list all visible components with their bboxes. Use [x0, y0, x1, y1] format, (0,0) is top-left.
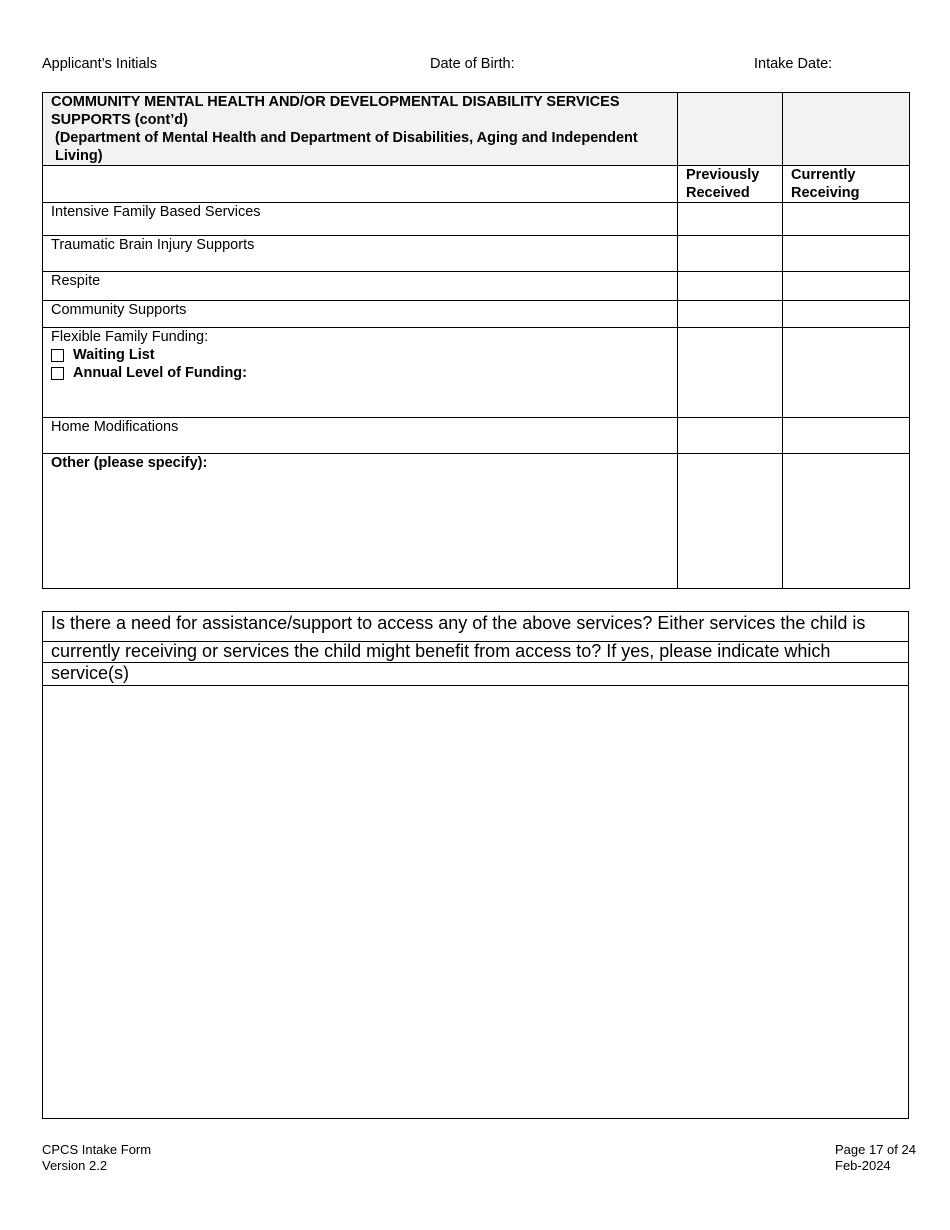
- table-row: [43, 328, 910, 418]
- waiting-list-option[interactable]: [51, 346, 669, 364]
- table-row: [43, 272, 910, 301]
- annual-level-label: Annual Level of Funding:: [73, 365, 247, 381]
- table-row: [43, 203, 910, 236]
- other-specify-label[interactable]: Other (please specify):: [43, 454, 678, 589]
- service-label: Community Supports: [43, 301, 678, 328]
- previously-received-cell[interactable]: [678, 236, 783, 272]
- answer-area[interactable]: [43, 686, 908, 1118]
- table-row: [43, 418, 910, 454]
- previously-received-cell[interactable]: [678, 418, 783, 454]
- applicant-initials-label: Applicant’s Initials: [42, 56, 157, 72]
- flexible-funding-cell: [43, 328, 678, 418]
- annual-level-checkbox[interactable]: [51, 367, 64, 380]
- previously-received-cell[interactable]: [678, 272, 783, 301]
- form-version: Version 2.2: [42, 1158, 108, 1173]
- date-of-birth-label: Date of Birth:: [430, 56, 515, 72]
- service-label: Flexible Family Funding:: [51, 329, 209, 345]
- table-title-line2: (Department of Mental Health and Department of Disabilities, Aging and Independent Living): [55, 130, 638, 164]
- currently-receiving-cell[interactable]: [783, 236, 910, 272]
- intake-date-label: Intake Date:: [754, 56, 833, 72]
- previously-received-header: Previously Received: [678, 166, 783, 203]
- service-label: Home Modifications: [43, 418, 678, 454]
- currently-receiving-header: Currently Receiving: [783, 166, 910, 203]
- footer-right: [835, 1142, 916, 1174]
- page-number: Page 17 of 24: [835, 1142, 916, 1157]
- waiting-list-label: Waiting List: [73, 347, 155, 363]
- service-label: Traumatic Brain Injury Supports: [43, 236, 678, 272]
- previously-received-cell[interactable]: [678, 301, 783, 328]
- question-line3: service(s): [43, 663, 908, 686]
- title-blank-cell: [783, 93, 910, 166]
- footer-left: [42, 1142, 151, 1174]
- currently-receiving-cell[interactable]: [783, 328, 910, 418]
- currently-receiving-cell[interactable]: [783, 272, 910, 301]
- question-line2: currently receiving or services the child might benefit from access to? If yes, please indicate which: [43, 641, 908, 663]
- table-row: [43, 236, 910, 272]
- form-name: CPCS Intake Form: [42, 1142, 152, 1157]
- service-label: Respite: [43, 272, 678, 301]
- currently-receiving-cell[interactable]: [783, 301, 910, 328]
- form-date: Feb-2024: [835, 1158, 891, 1173]
- table-title-row: [43, 93, 910, 166]
- services-table: [42, 92, 910, 589]
- annual-level-option[interactable]: [51, 364, 669, 382]
- column-header-row: [43, 166, 910, 203]
- table-row: [43, 301, 910, 328]
- table-title-line1: COMMUNITY MENTAL HEALTH AND/OR DEVELOPMENTAL DISABILITY SERVICES SUPPORTS (cont’d): [51, 94, 620, 128]
- currently-receiving-cell[interactable]: [783, 203, 910, 236]
- previously-received-cell[interactable]: [678, 328, 783, 418]
- previously-received-cell[interactable]: [678, 454, 783, 589]
- service-label: Intensive Family Based Services: [43, 203, 678, 236]
- question-line1: Is there a need for assistance/support to access any of the above services? Either services the child is: [43, 612, 908, 642]
- blank-header-cell: [43, 166, 678, 203]
- table-title: [43, 93, 678, 166]
- currently-receiving-cell[interactable]: [783, 418, 910, 454]
- previously-received-cell[interactable]: [678, 203, 783, 236]
- assistance-question-box: [42, 611, 909, 1119]
- waiting-list-checkbox[interactable]: [51, 349, 64, 362]
- title-blank-cell: [678, 93, 783, 166]
- currently-receiving-cell[interactable]: [783, 454, 910, 589]
- table-row: [43, 454, 910, 589]
